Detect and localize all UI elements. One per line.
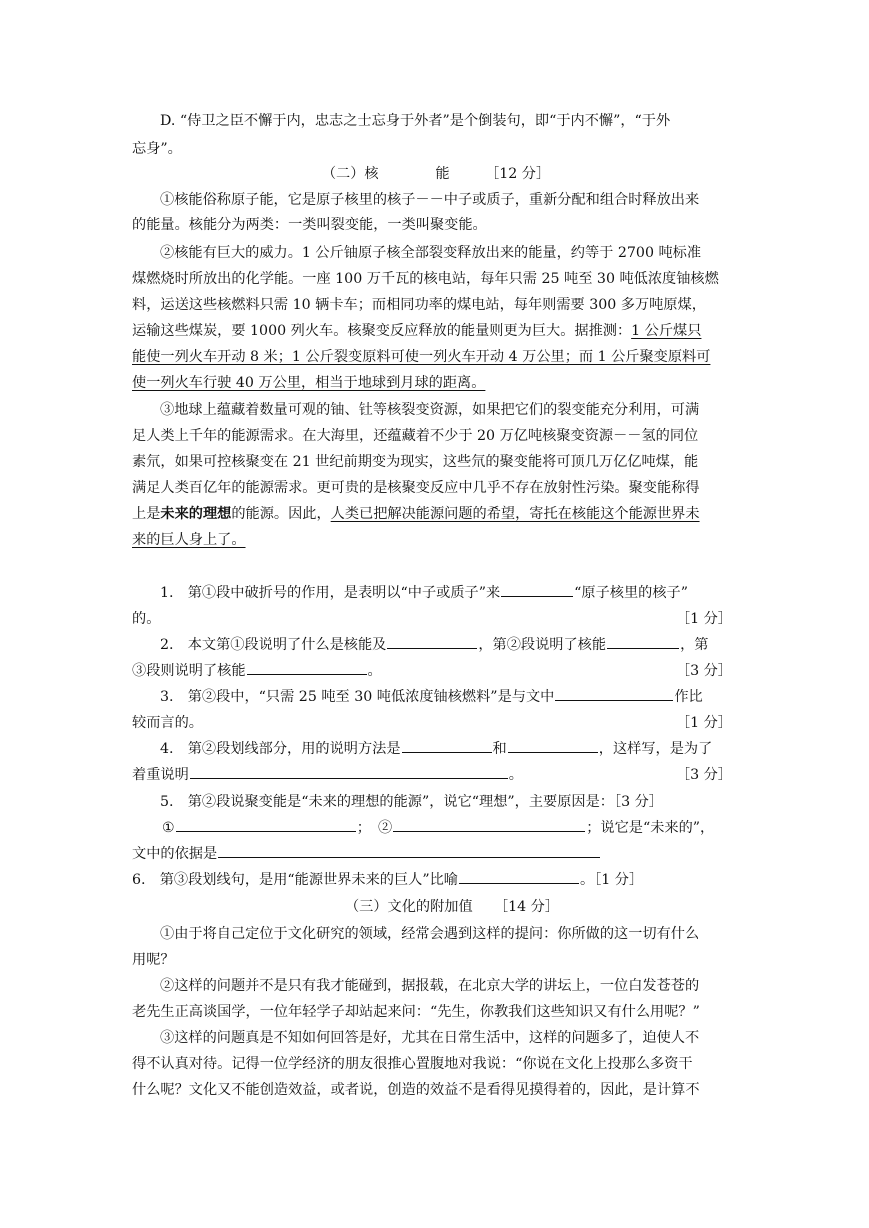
question-text: 4. 第②段划线部分，用的说明方法是 — [160, 741, 401, 757]
answer-blank[interactable] — [459, 869, 579, 884]
question-text: 2. 本文第①段说明了什么是核能及 — [160, 637, 387, 653]
paragraph-2-line — [160, 240, 740, 266]
paragraph-3-line — [132, 449, 712, 475]
question-text: ，第 — [680, 637, 709, 653]
answer-blank[interactable] — [402, 738, 492, 753]
bold-text: 未来的理想 — [160, 506, 232, 522]
text-span: 的能源。因此， — [231, 506, 331, 522]
passage-3-line — [132, 1051, 712, 1077]
question-5-line2 — [162, 815, 742, 841]
question-1-line2 — [132, 606, 740, 632]
text-span: ①由于将自己定位于文化研究的领域，经常会遇到这样的提问：你所做的这一切有什么 — [160, 926, 700, 942]
answer-blank[interactable] — [176, 817, 356, 832]
question-text: ① — [162, 820, 175, 836]
question-text: “原子核里的核子” — [574, 585, 688, 601]
question-text: ，这样写，是为了 — [598, 741, 713, 757]
text-span: 运输这些煤炭，要 1000 列火车。核聚变反应释放的能量则更为巨大。据推测： — [132, 323, 632, 339]
question-4 — [160, 736, 740, 762]
answer-blank[interactable] — [190, 764, 508, 779]
text-span: 料，运送这些核燃料只需 10 辆卡车；而相同功率的煤电站，每年则需要 300 多万吨原煤， — [132, 297, 706, 313]
answer-blank[interactable] — [508, 738, 598, 753]
question-text: 较而言的。 — [132, 715, 203, 731]
question-5 — [160, 789, 740, 815]
paragraph-2-line — [132, 292, 712, 318]
question-1 — [160, 580, 740, 606]
question-text: 6. 第③段划线句，是用“能源世界未来的巨人”比喻 — [132, 872, 458, 888]
text-span: 的能量。核能分为两类：一类叫裂变能，一类叫聚变能。 — [132, 217, 487, 233]
paragraph-3-line — [132, 501, 712, 527]
question-text: 和 — [492, 741, 507, 757]
question-text: 着重说明 — [132, 767, 189, 783]
heading-text: （三）文化的附加值 ［14 分］ — [344, 899, 560, 915]
question-text: 。 — [367, 663, 382, 679]
question-text: 。［1 分］ — [579, 872, 644, 888]
text-span: 足人类上千年的能源需求。在大海里，还蕴藏着不少于 20 万亿吨核聚变资源－－氢的同位 — [132, 428, 699, 444]
score-label: ［3 分］ — [675, 767, 732, 783]
question-6 — [132, 867, 712, 893]
text-span: 什么呢？文化又不能创造效益，或者说，创造的效益不是看得见摸得着的，因此，是计算不 — [132, 1082, 700, 1098]
paragraph-2-line — [132, 266, 719, 292]
answer-blank[interactable] — [387, 634, 477, 649]
passage-3-line — [160, 1025, 740, 1051]
underlined-text: 能使一列火车开动 8 米；1 公斤裂变原料可使一列火车开动 4 万公里；而 1 公斤聚变原料可 — [132, 349, 711, 365]
text-span: 用呢？ — [132, 952, 175, 968]
answer-blank[interactable] — [247, 660, 367, 675]
text-span: 煤燃烧时所放出的化学能。一座 100 万千瓦的核电站，每年只需 25 吨至 30 吨低浓度铀核燃 — [132, 271, 719, 287]
underlined-line — [132, 527, 712, 553]
text-span: 满足人类百亿年的能源需求。更可贵的是核聚变反应中几乎不存在放射性污染。聚变能称得 — [132, 480, 700, 496]
paragraph-3-line — [160, 397, 740, 423]
question-text: 。 — [508, 767, 523, 783]
underlined-text: 1 公斤煤只 — [631, 323, 702, 339]
text-span: 老先生正高谈国学，一位年轻学子却站起来问：“先生，你教我们这些知识又有什么用呢？” — [132, 1004, 700, 1020]
answer-blank[interactable] — [393, 817, 585, 832]
question-text: 的。 — [132, 611, 161, 627]
passage-3-line — [160, 973, 740, 999]
question-2-line2 — [132, 658, 740, 684]
question-text: 作比 — [674, 689, 703, 705]
section-heading-3 — [132, 894, 772, 920]
question-text: 3. 第②段中，“只需 25 吨至 30 吨低浓度铀核燃料”是与文中 — [160, 689, 555, 705]
question-3-line2 — [132, 710, 740, 736]
underlined-line — [132, 370, 712, 396]
text-span: 素氘，如果可控核聚变在 21 世纪前期变为现实，这些氘的聚变能将可顶几万亿亿吨煤，能 — [132, 454, 699, 470]
question-text: ；说它是“未来的”， — [586, 820, 715, 836]
answer-blank[interactable] — [607, 634, 679, 649]
paragraph-2-line — [132, 318, 712, 344]
heading-text: （二）核 能 ［12 分］ — [321, 166, 551, 182]
passage-3-line — [160, 921, 740, 947]
underlined-text: 人类已把解决能源问题的希望，寄托在核能这个能源世界未 — [330, 506, 700, 522]
score-label: ［3 分］ — [675, 663, 732, 679]
score-label: ［1 分］ — [675, 715, 732, 731]
text-span: 忘身”。 — [132, 141, 182, 157]
passage-3-line — [132, 999, 712, 1025]
paragraph-3-line — [132, 475, 712, 501]
paragraph-1-line — [160, 187, 740, 213]
text-span: ②这样的问题并不是只有我才能碰到，据报载，在北京大学的讲坛上，一位白发苍苍的 — [160, 978, 700, 994]
text-span: 得不认真对待。记得一位学经济的朋友很推心置腹地对我说：“你说在文化上投那么多资干 — [132, 1056, 693, 1072]
answer-blank[interactable] — [555, 686, 673, 701]
question-text: 5. 第②段说聚变能是“未来的理想的能源”，说它“理想”，主要原因是：［3 分］ — [160, 794, 663, 810]
question-4-line2 — [132, 762, 740, 788]
question-text: 文中的依据是 — [132, 846, 218, 862]
paragraph-3-line — [132, 423, 712, 449]
paragraph-1-line — [132, 212, 712, 238]
question-5-line3 — [132, 841, 712, 867]
passage-3-line — [132, 1077, 712, 1103]
text-span: 上是 — [132, 506, 161, 522]
question-text: ，第②段说明了核能 — [478, 637, 607, 653]
question-3 — [160, 684, 740, 710]
question-text: ； ② — [356, 820, 393, 836]
underlined-text: 来的巨人身上了。 — [132, 532, 246, 548]
option-d-text: D. “侍卫之臣不懈于内，忠志之士忘身于外者”是个倒装句，即“于内不懈”，“于外 — [160, 113, 671, 129]
question-2 — [160, 632, 740, 658]
question-text: 1. 第①段中破折号的作用，是表明以“中子或质子”来 — [160, 585, 501, 601]
text-line — [132, 136, 712, 162]
text-span: ②核能有巨大的威力。1 公斤铀原子核全部裂变释放出来的能量，约等于 2700 吨标准 — [160, 245, 702, 261]
text-span: ③这样的问题真是不知如何回答是好，尤其在日常生活中，这样的问题多了，迫使人不 — [160, 1030, 700, 1046]
question-text: ③段则说明了核能 — [132, 663, 246, 679]
passage-3-line — [132, 947, 712, 973]
section-heading-2 — [132, 161, 740, 187]
underlined-line — [132, 344, 712, 370]
text-span: ①核能俗称原子能，它是原子核里的核子－－中子或质子，重新分配和组合时释放出来 — [160, 192, 700, 208]
underlined-text: 使一列火车行驶 40 万公里，相当于地球到月球的距离。 — [132, 375, 486, 391]
text-line — [160, 108, 740, 134]
answer-blank[interactable] — [218, 843, 600, 858]
score-label: ［1 分］ — [675, 611, 732, 627]
answer-blank[interactable] — [501, 582, 573, 597]
text-span: ③地球上蕴藏着数量可观的铀、钍等核裂变资源，如果把它们的裂变能充分利用，可满 — [160, 402, 700, 418]
